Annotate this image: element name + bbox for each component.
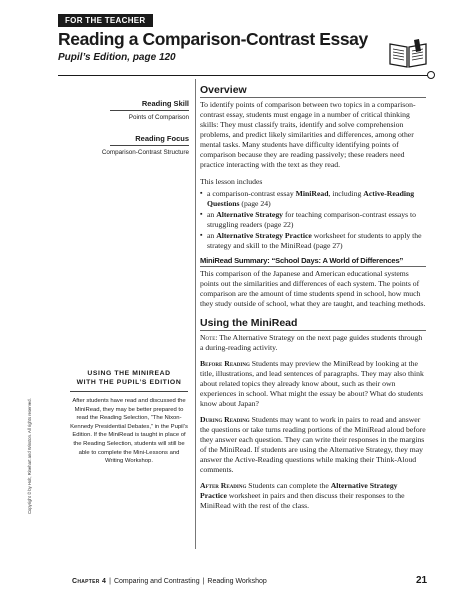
after-reading-paragraph: After Reading Students can complete the Alternative Strategy Practice worksheet in pairs and then discuss their responses to the MiniRead with the rest of the class. <box>200 481 405 511</box>
header-rule <box>58 75 428 76</box>
before-reading-paragraph: Before Reading Students may preview the MiniRead by looking at the title, illustrations, and lead sentences of paragraphs. They may also think about related topics they already know about, such as their own experiences in school. What might the essay be about? What do students know about Japan? <box>200 359 424 409</box>
summary-paragraph: This comparison of the Japanese and American educational systems points out the similarities and differences of each system. The points of comparison are the amount of time students spend in school, how much they study outside of school, what they are taught, and teaching methods. <box>200 269 426 309</box>
footer-section: Reading Workshop <box>207 578 267 585</box>
main-column <box>200 84 426 511</box>
reading-skill-value: Points of Comparison <box>128 114 189 121</box>
teacher-note-heading-line2: WITH THE PUPIL’S EDITION <box>76 379 182 386</box>
sidebar-rule <box>110 145 189 146</box>
reading-focus-value: Comparison-Contrast Structure <box>101 149 189 156</box>
teacher-note-heading-line1: USING THE MINIREAD <box>87 370 171 377</box>
column-divider <box>195 79 196 549</box>
teacher-note-rule <box>70 391 188 392</box>
header-rule-ornament <box>427 71 435 79</box>
reading-focus-heading: Reading Focus <box>135 134 189 143</box>
open-book-icon <box>388 38 428 70</box>
lesson-intro: This lesson includes <box>200 177 263 186</box>
teacher-note-box <box>70 369 188 466</box>
copyright-text: Copyright © by Holt, Rinehart and Winston. All rights reserved. <box>27 398 32 514</box>
page-footer: Chapter 4 | Comparing and Contrasting | Reading Workshop <box>72 578 267 585</box>
list-item: ▪ an Alternative Strategy Practice worksheet for students to apply the strategy and skill to the MiniRead (page 27) <box>200 231 426 251</box>
overview-paragraph: To identify points of comparison between two topics in a comparison-contrast essay, students must engage in a number of critical thinking skills: They must classify traits, identify and solve comprehension problems, and predict likely similarities and differences, among other mental tasks. Many students have difficulty identifying points of comparison because they are reading passively; these readers need practice interacting with the text as they read. <box>200 100 416 169</box>
overview-heading: Overview <box>200 84 426 98</box>
lesson-list <box>200 189 426 250</box>
page-banner: FOR THE TEACHER <box>58 14 153 27</box>
page-subtitle: Pupil’s Edition, page 120 <box>58 52 176 63</box>
reading-skill-heading: Reading Skill <box>141 99 189 108</box>
list-item: ▪ an Alternative Strategy for teaching comparison-contrast essays to struggling readers (page 22) <box>200 210 426 230</box>
list-item: ▪ a comparison-contrast essay MiniRead, including Active-Reading Questions (page 24) <box>200 189 426 209</box>
footer-chapter: Chapter 4 <box>72 578 107 585</box>
teacher-note-body: After students have read and discussed the MiniRead, they may be better prepared to read the Reading Selection, “The Nixon-Kennedy Presidential Debates,” in the Pupil’s Edition. If the MiniRead is taught in place of the Reading Selection, students will still be able to complete the Mini-Lessons and Writing Workshop. <box>70 398 188 465</box>
copyright-notice <box>27 364 35 514</box>
sidebar-rule <box>110 110 189 111</box>
using-heading: Using the MiniRead <box>200 317 426 331</box>
during-reading-paragraph: During Reading Students may want to work in pairs to read and answer the questions or take turns reading portions of the MiniRead aloud before they answer each question. They can write their responses in the margins of the MiniRead. If students are using the Alternative Strategy, they may answer the Active-Reading questions while making their Think-Aloud comments. <box>200 415 426 475</box>
page-title: Reading a Comparison-Contrast Essay <box>58 29 368 49</box>
page-number: 21 <box>416 575 428 586</box>
note-paragraph: Note: The Alternative Strategy on the next page guides students through a during-reading activity. <box>200 333 423 353</box>
footer-chapter-title: Comparing and Contrasting <box>113 578 200 585</box>
summary-heading: MiniRead Summary: “School Days: A World of Differences” <box>200 256 426 267</box>
